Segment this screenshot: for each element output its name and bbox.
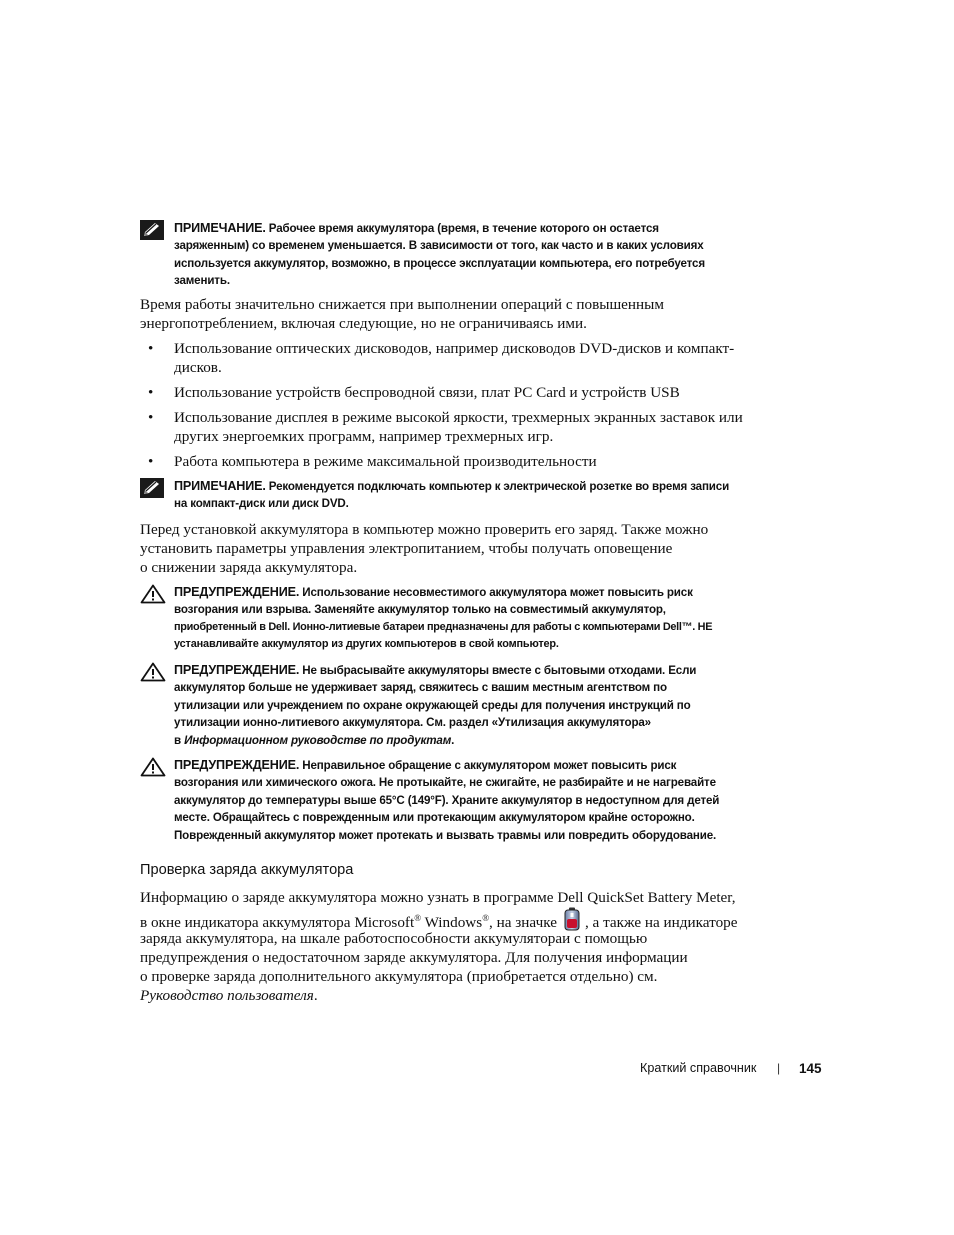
warning-triangle-icon xyxy=(140,662,166,682)
warning-line: устанавливайте аккумулятор из других компьютеров в свой компьютер. xyxy=(174,638,559,651)
warning-label: ПРЕДУПРЕЖДЕНИЕ. xyxy=(174,585,300,599)
list-item: • Работа компьютера в режиме максимальной производительности xyxy=(148,453,597,470)
note-box xyxy=(140,478,780,513)
note-line: используется аккумулятор, возможно, в процессе эксплуатации компьютера, его потребуется xyxy=(174,256,705,270)
warning-line: аккумулятор больше не удерживает заряд, свяжитесь с вашим местным агентством по xyxy=(174,681,667,695)
list-item: • Использование дисплея в режиме высокой яркости, трехмерных экранных заставок или других энергоемких программ, например трехмерных игр. xyxy=(148,409,743,445)
note-line: ПРИМЕЧАНИЕ. Рекомендуется подключать компьютер к электрической розетке во время записи xyxy=(174,479,730,493)
warning-line: аккумулятор до температуры выше 65°C (149°F). Храните аккумулятор в недоступном для детей xyxy=(174,793,720,807)
warning-line: утилизации или учреждением по охране окружающей среды для получения инструкций по xyxy=(174,698,691,712)
note-line: заменить. xyxy=(174,274,230,288)
list-item: • Использование оптических дисководов, например дисководов DVD-дисков и компакт- дисков. xyxy=(148,340,735,376)
warning-line: в Информационном руководстве по продуктам. xyxy=(174,733,455,747)
document-reference: Информационном руководстве по продуктам xyxy=(184,733,452,747)
pencil-note-icon xyxy=(140,478,164,498)
document-reference: Руководство пользователя xyxy=(140,987,314,1004)
body-paragraph: Перед установкой аккумулятора в компьютер можно проверить его заряд. Также можно установить параметры управления электропитанием, чтобы получать оповещение о снижении заряда аккумулятора. xyxy=(140,521,709,576)
pencil-note-icon xyxy=(140,220,164,240)
warning-label: ПРЕДУПРЕЖДЕНИЕ. xyxy=(174,758,300,772)
note-line: ПРИМЕЧАНИЕ. Рабочее время аккумулятора (время, в течение которого он остается xyxy=(174,221,659,235)
battery-meter-icon xyxy=(563,907,581,931)
warning-line: ПРЕДУПРЕЖДЕНИЕ. Использование несовместимого аккумулятора может повысить риск xyxy=(174,585,693,599)
warning-box xyxy=(140,584,780,654)
registered-mark: ® xyxy=(414,913,422,923)
warning-line: месте. Обращайтесь с поврежденным или протекающим аккумулятором крайне осторожно. xyxy=(174,811,695,825)
warning-line: ПРЕДУПРЕЖДЕНИЕ. Не выбрасывайте аккумуляторы вместе с бытовыми отходами. Если xyxy=(174,663,697,677)
section-heading: Проверка заряда аккумулятора xyxy=(140,862,354,878)
warning-triangle-icon xyxy=(140,757,166,777)
body-paragraph: Время работы значительно снижается при выполнении операций с повышенным энергопотреблением, включая следующие, но не ограничиваясь ими. xyxy=(140,296,664,332)
note-box xyxy=(140,220,780,290)
warning-label: ПРЕДУПРЕЖДЕНИЕ. xyxy=(174,663,300,677)
warning-line: возгорания или взрыва. Заменяйте аккумулятор только на совместимый аккумулятор, xyxy=(174,603,666,617)
warning-box xyxy=(140,662,780,749)
body-paragraph: Информацию о заряде аккумулятора можно узнать в программе Dell QuickSet Battery Meter, в окне индикатора аккумулятора Microsoft® Windows®, на значке , а также на индикаторе заряда аккумулятора, на шкале работоспособности аккумулятораи с помощью предупреждения о недостаточном заряде аккумулятора. Для получения информации о проверке заряда дополнительного аккумулятора (приобретается отдельно) см. Руководство пользователя. xyxy=(140,889,738,1004)
note-label: ПРИМЕЧАНИЕ. xyxy=(174,479,266,493)
warning-line: утилизации ионно-литиевого аккумулятора. См. раздел «Утилизация аккумулятора» xyxy=(174,716,651,730)
footer-section-title: Краткий справочник xyxy=(640,1061,757,1075)
warning-line: приобретенный в Dell. Ионно-литиевые батареи предназначены для работы с компьютерами Dell™. НЕ xyxy=(174,620,713,633)
note-label: ПРИМЕЧАНИЕ. xyxy=(174,221,266,235)
warning-line: возгорания или химического ожога. Не протыкайте, не сжигайте, не разбирайте и не нагревайте xyxy=(174,776,716,790)
note-line: заряженным) со временем уменьшается. В зависимости от того, как часто и в каких условиях xyxy=(174,239,704,253)
warning-triangle-icon xyxy=(140,584,166,604)
footer-separator: | xyxy=(777,1061,781,1075)
warning-line: ПРЕДУПРЕЖДЕНИЕ. Неправильное обращение с аккумулятором может повысить риск xyxy=(174,758,677,772)
warning-box xyxy=(140,757,780,844)
page-number: 145 xyxy=(799,1061,822,1076)
list-item: • Использование устройств беспроводной связи, плат PC Card и устройств USB xyxy=(148,384,680,401)
note-line: на компакт-диск или диск DVD. xyxy=(174,497,349,511)
warning-line: Поврежденный аккумулятор может протекать и вызвать травмы или повредить оборудование. xyxy=(174,828,717,842)
bullet-list xyxy=(140,339,760,471)
registered-mark: ® xyxy=(482,913,490,923)
